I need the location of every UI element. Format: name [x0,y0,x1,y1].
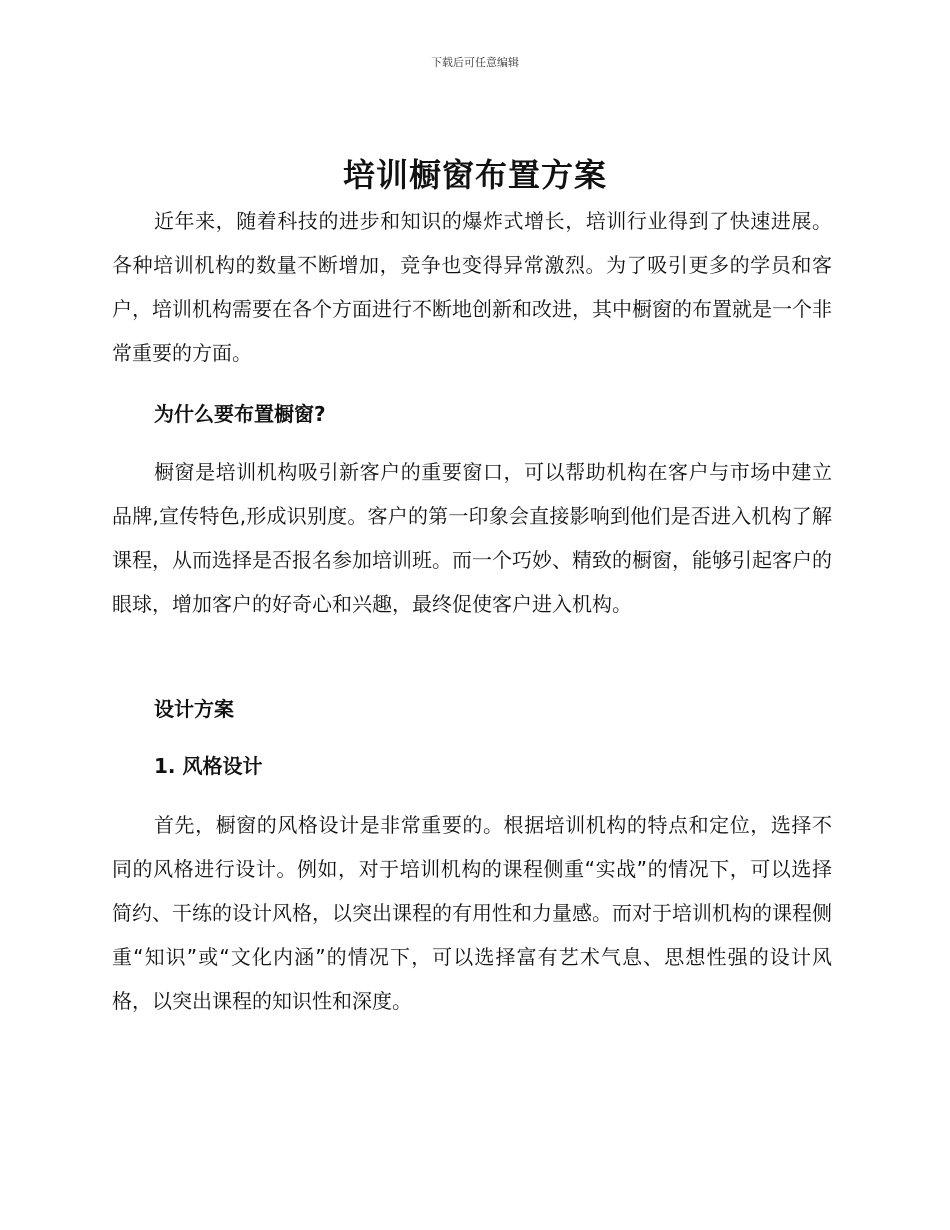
section-heading-design: 设计方案 [154,697,234,721]
subsection-heading-style: 1. 风格设计 [154,754,263,778]
page-header-note: 下载后可任意编辑 [431,56,519,69]
document-title: 培训橱窗布置方案 [342,156,607,194]
why-paragraph: 橱窗是培训机构吸引新客户的重要窗口，可以帮助机构在客户与市场中建立品牌,宣传特色,形成识别度。客户的第一印象会直接影响到他们是否进入机构了解课程，从而选择是否报名参加培训班。而一个巧妙、精致的橱窗，能够引起客户的眼球，增加客户的好奇心和兴趣，最终促使客户进入机构。 [112,460,832,616]
style-paragraph: 首先，橱窗的风格设计是非常重要的。根据培训机构的特点和定位，选择不同的风格进行设计。例如，对于培训机构的课程侧重“实战”的情况下，可以选择简约、干练的设计风格，以突出课程的有用性和力量感。而对于培训机构的课程侧重“知识”或“文化内涵”的情况下，可以选择富有艺术气息、思想性强的设计风格，以突出课程的知识性和深度。 [112,813,832,1013]
intro-paragraph: 近年来，随着科技的进步和知识的爆炸式增长，培训行业得到了快速进展。各种培训机构的数量不断增加，竞争也变得异常激烈。为了吸引更多的学员和客户，培训机构需要在各个方面进行不断地创新和改进，其中橱窗的布置就是一个非常重要的方面。 [112,209,832,365]
section-heading-why: 为什么要布置橱窗? [154,402,326,426]
